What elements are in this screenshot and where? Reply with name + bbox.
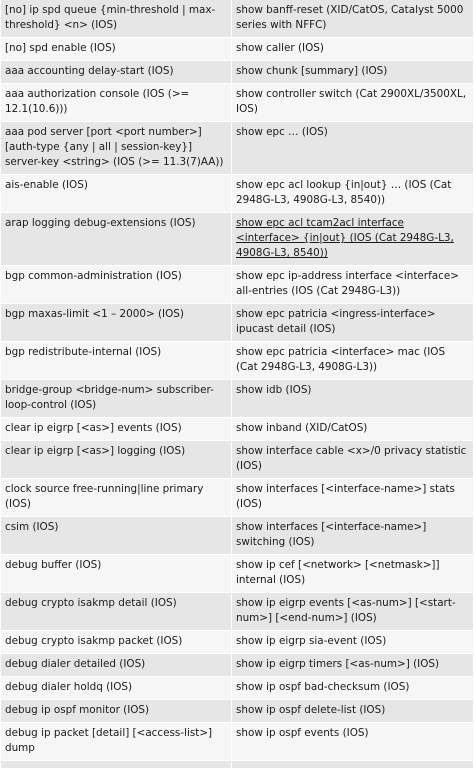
- command-cell-right: show epc patricia <interface> mac (IOS (Cat 2948G-L3, 4908G-L3)): [232, 342, 474, 380]
- command-cell-right: show epc … (IOS): [232, 122, 474, 175]
- command-cell-right: show controller switch (Cat 2900XL/3500XL, IOS): [232, 84, 474, 122]
- table-row: [1, 0, 474, 38]
- command-cell-right: show ip eigrp events [<as-num>] [<start-num>] [<end-num>] (IOS): [232, 593, 474, 631]
- table-row: [1, 631, 474, 654]
- table-row: [1, 84, 474, 122]
- command-cell-right: show ip eigrp timers [<as-num>] (IOS): [232, 654, 474, 677]
- table-row: [1, 441, 474, 479]
- command-cell-right: show ip eigrp sia-event (IOS): [232, 631, 474, 654]
- command-cell-left: clear ip eigrp [<as>] events (IOS): [1, 418, 232, 441]
- command-cell-right: show banff-reset (XID/CatOS, Catalyst 5000 series with NFFC): [232, 0, 474, 38]
- command-cell-left: aaa pod server [port <port number>] [auth-type {any | all | session-key}] server-key <string> (IOS (>= 11.3(7)AA)): [1, 122, 232, 175]
- command-cell-left: debug dialer holdq (IOS): [1, 677, 232, 700]
- command-cell-left: debug dialer detailed (IOS): [1, 654, 232, 677]
- command-cell-left: bgp redistribute-internal (IOS): [1, 342, 232, 380]
- command-table-body: [1, 0, 474, 769]
- command-cell-right: show ip ospf bad-checksum (IOS): [232, 677, 474, 700]
- table-row: [1, 654, 474, 677]
- command-cell-right: show epc acl lookup {in|out} … (IOS (Cat 2948G-L3, 4908G-L3, 8540)): [232, 175, 474, 213]
- command-cell-right: show caller (IOS): [232, 38, 474, 61]
- command-cell-left: bgp maxas-limit <1 – 2000> (IOS): [1, 304, 232, 342]
- command-cell-left: aaa accounting delay-start (IOS): [1, 61, 232, 84]
- command-cell-right: show inband (XID/CatOS): [232, 418, 474, 441]
- table-row: [1, 61, 474, 84]
- command-cell-right: show interfaces [<interface-name>] stats (IOS): [232, 479, 474, 517]
- table-row: [1, 342, 474, 380]
- table-row: [1, 38, 474, 61]
- command-cell-left: bgp common-administration (IOS): [1, 266, 232, 304]
- command-cell-left: [1, 761, 232, 769]
- command-cell-left: [no] ip spd queue {min-threshold | max-threshold} <n> (IOS): [1, 0, 232, 38]
- command-cell-left: aaa authorization console (IOS (>= 12.1(10.6))): [1, 84, 232, 122]
- command-cell-right: show interfaces [<interface-name>] switching (IOS): [232, 517, 474, 555]
- table-row: [1, 479, 474, 517]
- command-cell-right: show idb (IOS): [232, 380, 474, 418]
- command-cell-left: csim (IOS): [1, 517, 232, 555]
- table-row: [1, 304, 474, 342]
- command-cell-left: clear ip eigrp [<as>] logging (IOS): [1, 441, 232, 479]
- command-cell-right: show ip ospf events (IOS): [232, 723, 474, 761]
- table-row: [1, 213, 474, 266]
- table-row: [1, 122, 474, 175]
- command-cell-right[interactable]: show epc acl tcam2acl interface <interface> {in|out} (IOS (Cat 2948G-L3, 4908G-L3, 8540)): [232, 213, 474, 266]
- table-row: [1, 723, 474, 761]
- command-cell-left: bridge-group <bridge-num> subscriber-loop-control (IOS): [1, 380, 232, 418]
- command-cell-right: show chunk [summary] (IOS): [232, 61, 474, 84]
- table-row: [1, 555, 474, 593]
- command-cell-left: ais-enable (IOS): [1, 175, 232, 213]
- table-row: [1, 593, 474, 631]
- table-row: [1, 700, 474, 723]
- command-cell-right: show epc patricia <ingress-interface> ipucast detail (IOS): [232, 304, 474, 342]
- command-cell-left: debug ip packet [detail] [<access-list>] dump: [1, 723, 232, 761]
- command-cell-right: [232, 761, 474, 769]
- table-row: [1, 175, 474, 213]
- table-row: [1, 380, 474, 418]
- command-cell-left: debug ip ospf monitor (IOS): [1, 700, 232, 723]
- table-row: [1, 266, 474, 304]
- table-row: [1, 677, 474, 700]
- command-cell-right: show ip ospf delete-list (IOS): [232, 700, 474, 723]
- command-cell-left: arap logging debug-extensions (IOS): [1, 213, 232, 266]
- command-cell-right: show epc ip-address interface <interface> all-entries (IOS (Cat 2948G-L3)): [232, 266, 474, 304]
- command-cell-right: show interface cable <x>/0 privacy statistic (IOS): [232, 441, 474, 479]
- command-cell-left: debug crypto isakmp detail (IOS): [1, 593, 232, 631]
- command-cell-right: show ip cef [<network> [<netmask>]] internal (IOS): [232, 555, 474, 593]
- table-row: [1, 517, 474, 555]
- table-row: [1, 418, 474, 441]
- command-cell-left: debug crypto isakmp packet (IOS): [1, 631, 232, 654]
- command-cell-left: clock source free-running|line primary (IOS): [1, 479, 232, 517]
- table-row: [1, 761, 474, 769]
- command-cell-left: debug buffer (IOS): [1, 555, 232, 593]
- command-cell-left: [no] spd enable (IOS): [1, 38, 232, 61]
